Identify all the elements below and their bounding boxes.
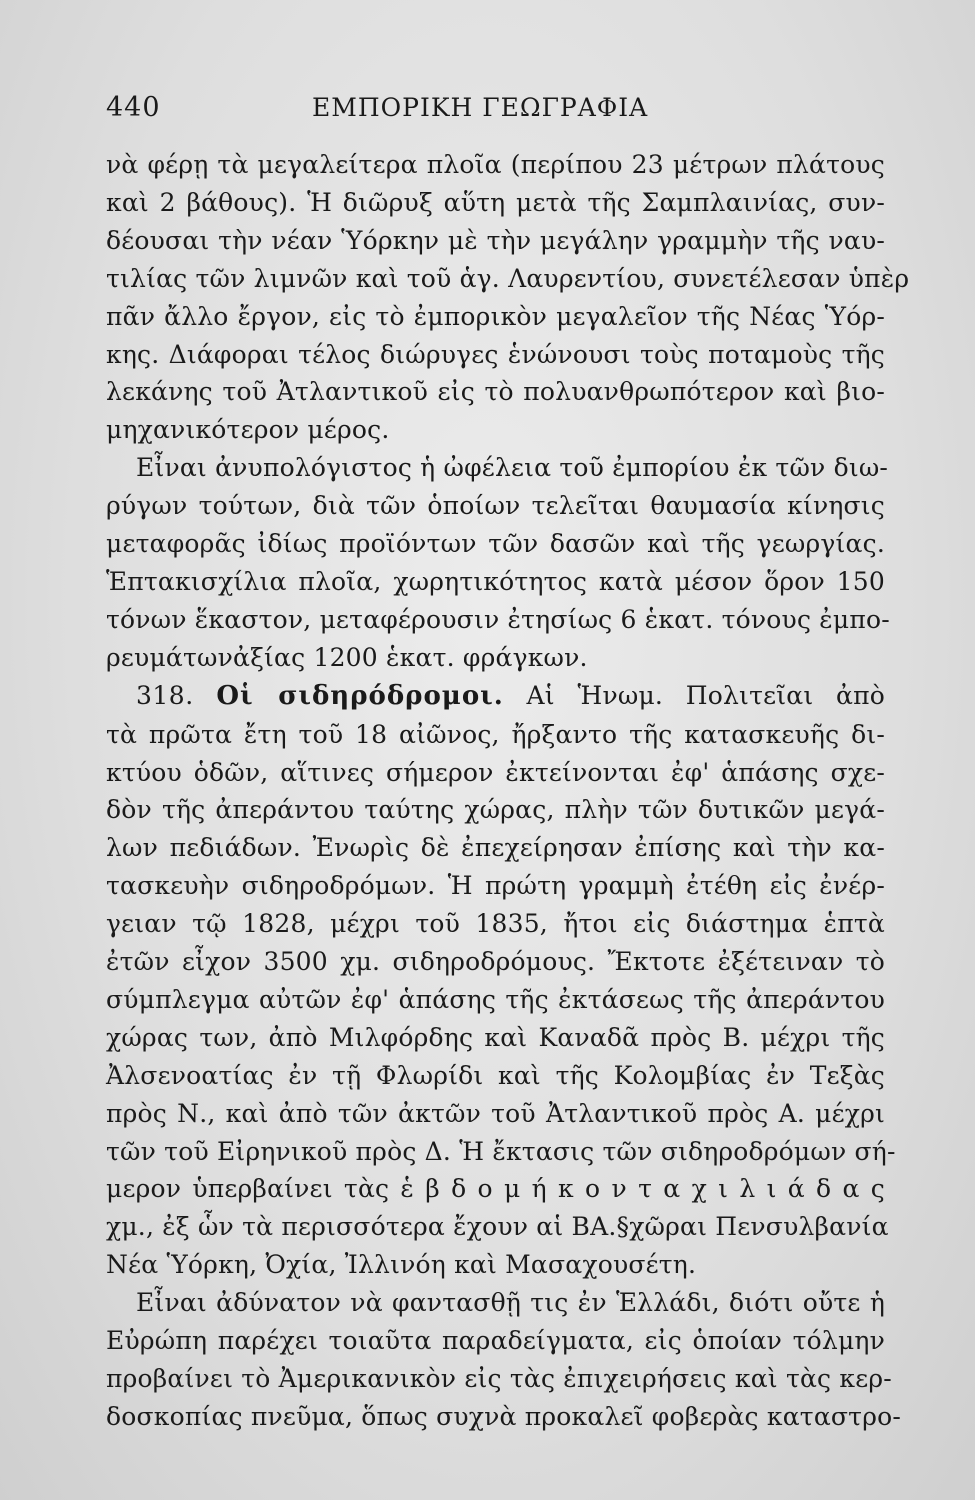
text-line: δὸν τῆς ἀπεράντου ταύτης χώρας, πλὴν τῶν δυτικῶν μεγά-	[106, 795, 885, 825]
text-line: μηχανικότερον μέρος.	[106, 415, 390, 445]
section-number: 318.	[136, 680, 194, 710]
text-line: μερον ὑπερβαίνει τὰς ἑ β δ ο μ ή κ ο ν τ α χ ι λ ι ά δ α ς	[106, 1174, 885, 1204]
text-line: ρευμάτωνἀξίας 1200 ἑκατ. φράγκων.	[106, 642, 588, 672]
text-line: κης. Διάφοραι τέλος διώρυγες ἑνώνουσι τοὺς ποταμοὺς τῆς	[106, 339, 885, 369]
page-header	[106, 92, 885, 144]
text-line: λων πεδιάδων. Ἐνωρὶς δὲ ἐπεχείρησαν ἐπίσης καὶ τὴν κα-	[106, 833, 885, 863]
body-text	[106, 146, 910, 1436]
text-line: λεκάνης τοῦ Ἀτλαντικοῦ εἰς τὸ πολυανθρωπότερον καὶ βιο-	[106, 377, 885, 407]
text-line: καὶ 2 βάθους). Ἡ διῶρυξ αὕτη μετὰ τῆς Σαμπλαινίας, συν-	[106, 187, 885, 217]
text-line: Ἑπτακισχίλια πλοῖα, χωρητικότητος κατὰ μέσον ὅρον 150	[106, 566, 885, 596]
text-line: χμ., ἐξ ὧν τὰ περισσότερα ἔχουν αἱ ΒΑ.§χῶραι Πενσυλβανία	[106, 1212, 889, 1242]
text-line: πᾶν ἄλλο ἔργον, εἰς τὸ ἐμπορικὸν μεγαλεῖον τῆς Νέας Ὑόρ-	[106, 301, 885, 331]
text-line: τὰ πρῶτα ἔτη τοῦ 18 αἰῶνος, ἤρξαντο τῆς κατασκευῆς δι-	[106, 719, 885, 749]
text-line: Εἶναι ἀδύνατον νὰ φαντασθῇ τις ἐν Ἑλλάδι, διότι οὔτε ἡ	[136, 1288, 885, 1318]
text-line: Νέα Ὑόρκη, Ὀχία, Ἰλλινόη καὶ Μασαχουσέτη.	[106, 1250, 697, 1280]
text-line: δέουσαι τὴν νέαν Ὑόρκην μὲ τὴν μεγάλην γραμμὴν τῆς ναυ-	[106, 225, 885, 255]
running-title: ΕΜΠΟΡΙΚΗ ΓΕΩΓΡΑΦΙΑ	[312, 93, 649, 122]
text-line: Εἶναι ἀνυπολόγιστος ἡ ὠφέλεια τοῦ ἐμπορίου ἐκ τῶν διω-	[136, 453, 889, 483]
section-text: Αἱ Ἡνωμ. Πολιτεῖαι ἀπὸ	[526, 680, 885, 710]
text-line: ρύγων τούτων, διὰ τῶν ὁποίων τελεῖται θαυμασία κίνησις	[106, 491, 885, 521]
text-line: χώρας των, ἀπὸ Μιλφόρδης καὶ Καναδᾶ πρὸς Β. μέχρι τῆς	[106, 1022, 885, 1052]
text-line: τασκευὴν σιδηροδρόμων. Ἡ πρώτη γραμμὴ ἐτέθη εἰς ἐνέρ-	[106, 871, 885, 901]
text-line: Εὐρώπη παρέχει τοιαῦτα παραδείγματα, εἰς ὁποίαν τόλμην	[106, 1326, 885, 1356]
text-line: τῶν τοῦ Εἰρηνικοῦ πρὸς Δ. Ἡ ἔκτασις τῶν σιδηροδρόμων σή-	[106, 1136, 896, 1166]
text-line: δοσκοπίας πνεῦμα, ὅπως συχνὰ προκαλεῖ φοβερὰς καταστρο-	[106, 1401, 901, 1431]
text-line: μεταφορᾶς ἰδίως προϊόντων τῶν δασῶν καὶ τῆς γεωργίας.	[106, 529, 885, 559]
text-line: Ἀλσενοατίας ἐν τῇ Φλωρίδι καὶ τῆς Κολομβίας ἐν Τεξὰς	[106, 1060, 885, 1090]
page-number: 440	[106, 92, 161, 123]
section-heading-line	[106, 677, 885, 716]
text-line: ἐτῶν εἶχον 3500 χμ. σιδηροδρόμους. Ἔκτοτε ἐξέτειναν τὸ	[106, 947, 885, 977]
section-title: Οἱ σιδηρόδρομοι.	[216, 680, 504, 711]
text-line: προβαίνει τὸ Ἀμερικανικὸν εἰς τὰς ἐπιχειρήσεις καὶ τὰς κερ-	[106, 1364, 892, 1393]
text-line: σύμπλεγμα αὐτῶν ἐφ' ἁπάσης τῆς ἐκτάσεως τῆς ἀπεράντου	[106, 984, 885, 1014]
text-line: τόνων ἕκαστον, μεταφέρουσιν ἐτησίως 6 ἑκατ. τόνους ἐμπο-	[106, 604, 890, 634]
text-line: νὰ φέρῃ τὰ μεγαλείτερα πλοῖα (περίπου 23 μέτρων πλάτους	[106, 150, 885, 179]
text-line: κτύου ὁδῶν, αἵτινες σήμερον ἐκτείνονται ἐφ' ἁπάσης σχε-	[106, 757, 885, 787]
text-line: γειαν τῷ 1828, μέχρι τοῦ 1835, ἤτοι εἰς διάστημα ἑπτὰ	[106, 909, 885, 939]
text-line: τιλίας τῶν λιμνῶν καὶ τοῦ ἁγ. Λαυρεντίου, συνετέλεσαν ὑπὲρ	[106, 263, 910, 293]
text-line: πρὸς Ν., καὶ ἀπὸ τῶν ἀκτῶν τοῦ Ἀτλαντικοῦ πρὸς Α. μέχρι	[106, 1098, 885, 1128]
